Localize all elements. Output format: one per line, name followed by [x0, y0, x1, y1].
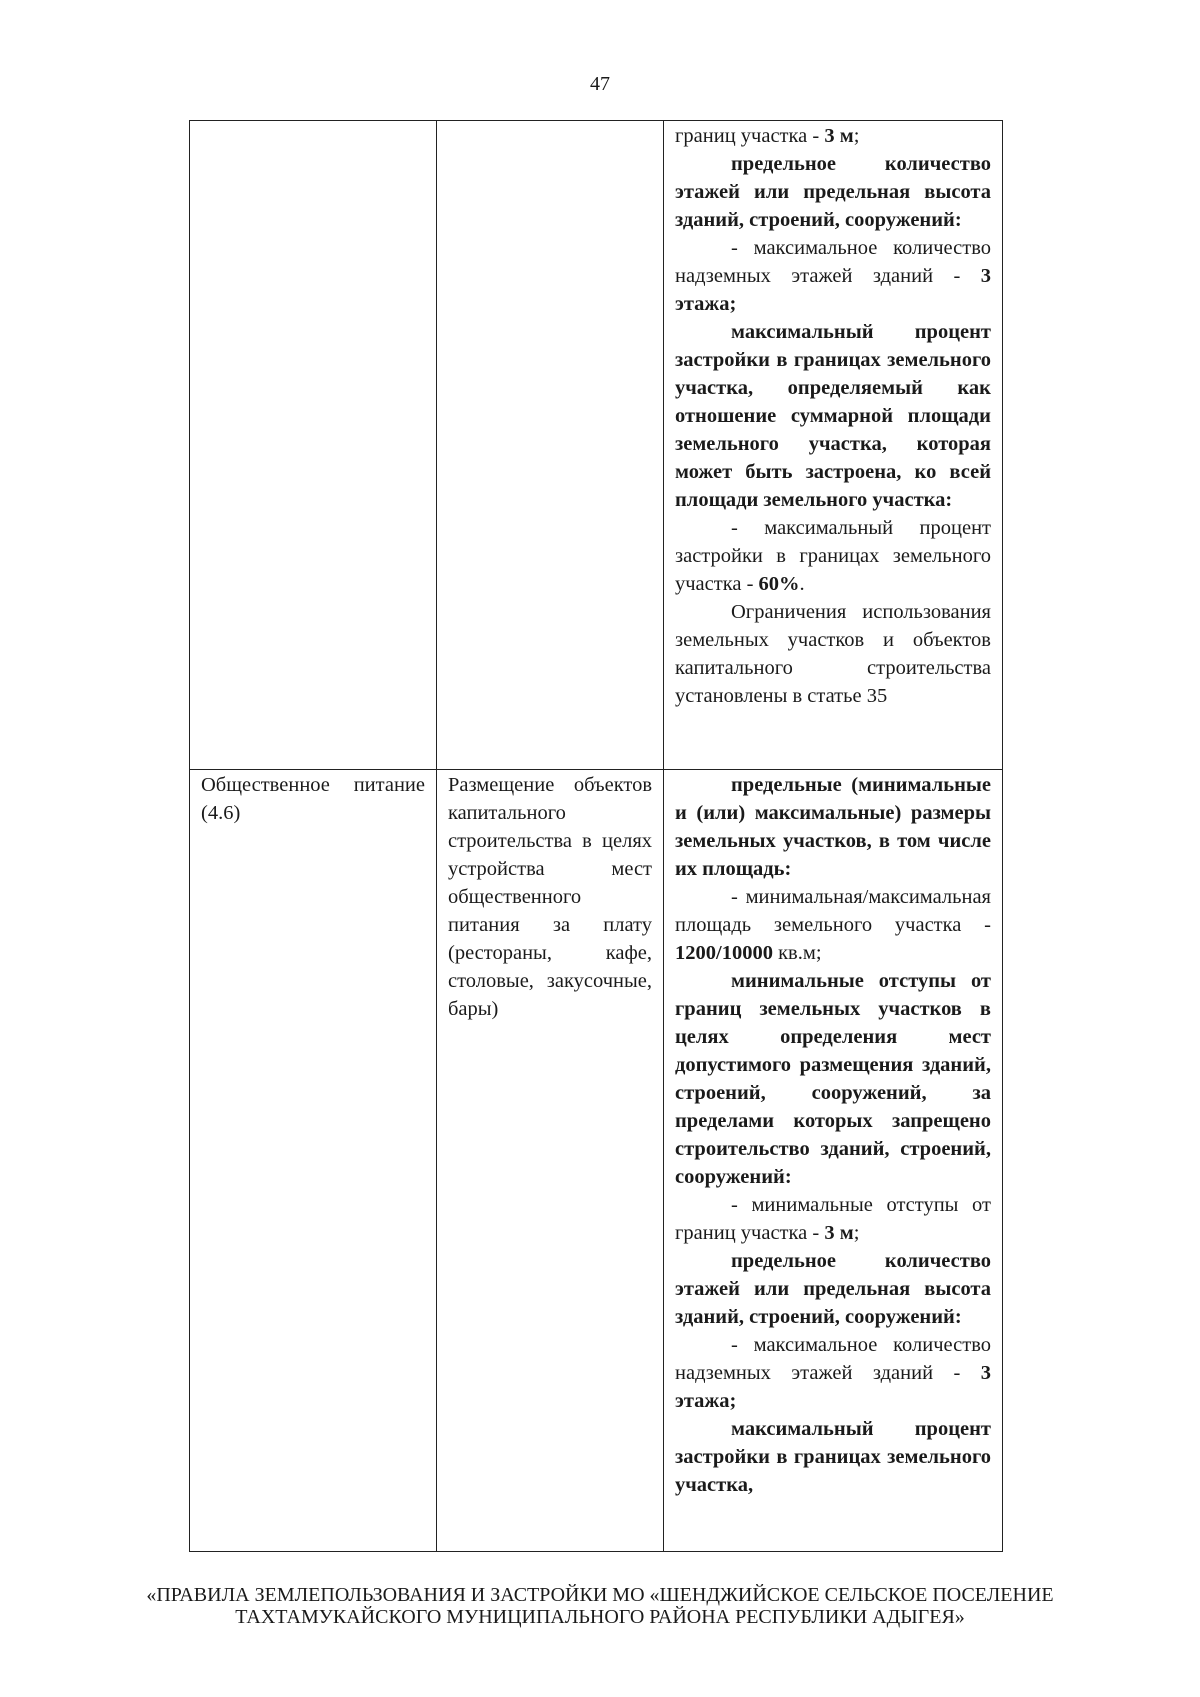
- text-run: ;: [853, 1222, 860, 1244]
- table-body: [190, 121, 1003, 1552]
- text-run: - максимальное количество надземных этажей зданий -: [675, 237, 991, 287]
- text-run: кв.м;: [772, 942, 822, 964]
- text-run: - минимальные отступы от границ участка -: [675, 1194, 991, 1244]
- bold-text-run: предельные (минимальные и (или) максимальные) размеры земельных участков, в том числе их площадь:: [675, 774, 991, 880]
- parameter-value: [675, 598, 991, 710]
- document-footer: [0, 1584, 1200, 1628]
- page-number: 47: [590, 73, 610, 95]
- parameter-value: [675, 1331, 991, 1415]
- use-name-cell: [190, 121, 437, 770]
- parameter-heading: [675, 150, 991, 234]
- footer-line-2: ТАХТАМУКАЙСКОГО МУНИЦИПАЛЬНОГО РАЙОНА РЕСПУБЛИКИ АДЫГЕЯ»: [235, 1606, 965, 1628]
- bold-text-run: 60%: [758, 573, 800, 595]
- parameter-heading: [675, 771, 991, 883]
- bold-text-run: минимальные отступы от границ земельных участков в целях определения мест допустимого размещения зданий, строений, сооружений, за пределами которых запрещено строительство зданий, строений, сооружений:: [675, 970, 991, 1188]
- text-run: границ участка -: [675, 125, 825, 147]
- parameter-value: [675, 514, 991, 598]
- bold-text-run: предельное количество этажей или предельная высота зданий, строений, сооружений:: [675, 1250, 991, 1328]
- table-row: [190, 770, 1003, 1552]
- bold-text-run: максимальный процент застройки в границах земельного участка, определяемый как отношение суммарной площади земельного участка, которая может быть застроена, ко всей площади земельного участка:: [675, 321, 991, 511]
- use-name-text: Общественное питание (4.6): [201, 774, 425, 824]
- parameters-list: [675, 771, 991, 1499]
- bold-text-run: 1200/10000: [675, 942, 773, 964]
- parameters-list: [675, 122, 991, 710]
- parameter-heading: [675, 967, 991, 1191]
- bold-text-run: 3 м: [824, 125, 854, 147]
- parameters-cell: [664, 770, 1003, 1552]
- parameters-cell: [664, 121, 1003, 770]
- land-use-table: [189, 120, 1003, 1552]
- parameter-heading: [675, 318, 991, 514]
- parameter-heading: [675, 1247, 991, 1331]
- parameter-heading: [675, 1415, 991, 1499]
- text-run: - максимальное количество надземных этажей зданий -: [675, 1334, 991, 1384]
- description-cell: [437, 121, 664, 770]
- parameter-value: [675, 234, 991, 318]
- text-run: - минимальная/максимальная площадь земельного участка -: [675, 886, 991, 936]
- bold-text-run: максимальный процент застройки в границах земельного участка,: [675, 1418, 991, 1496]
- text-run: .: [799, 573, 805, 595]
- bold-text-run: 3 этажа;: [675, 265, 991, 315]
- parameter-value: [675, 883, 991, 967]
- bold-text-run: предельное количество этажей или предельная высота зданий, строений, сооружений:: [675, 153, 991, 231]
- description-cell: [437, 770, 664, 1552]
- text-run: - максимальный процент застройки в границах земельного участка -: [675, 517, 991, 595]
- use-name-cell: [190, 770, 437, 1552]
- text-run: Ограничения использования земельных участков и объектов капитального строительства установлены в статье 35: [675, 601, 991, 707]
- footer-line-1: «ПРАВИЛА ЗЕМЛЕПОЛЬЗОВАНИЯ И ЗАСТРОЙКИ МО «ШЕНДЖИЙСКОЕ СЕЛЬСКОЕ ПОСЕЛЕНИЕ: [146, 1584, 1054, 1606]
- bold-text-run: 3 м: [824, 1222, 854, 1244]
- bold-text-run: 3 этажа;: [675, 1362, 991, 1412]
- text-run: ;: [853, 125, 860, 147]
- parameter-value: [675, 122, 991, 150]
- description-text: Размещение объектов капитального строительства в целях устройства мест общественного питания за плату (рестораны, кафе, столовые, закусочные, бары): [448, 774, 652, 1020]
- table-row: [190, 121, 1003, 770]
- parameter-value: [675, 1191, 991, 1247]
